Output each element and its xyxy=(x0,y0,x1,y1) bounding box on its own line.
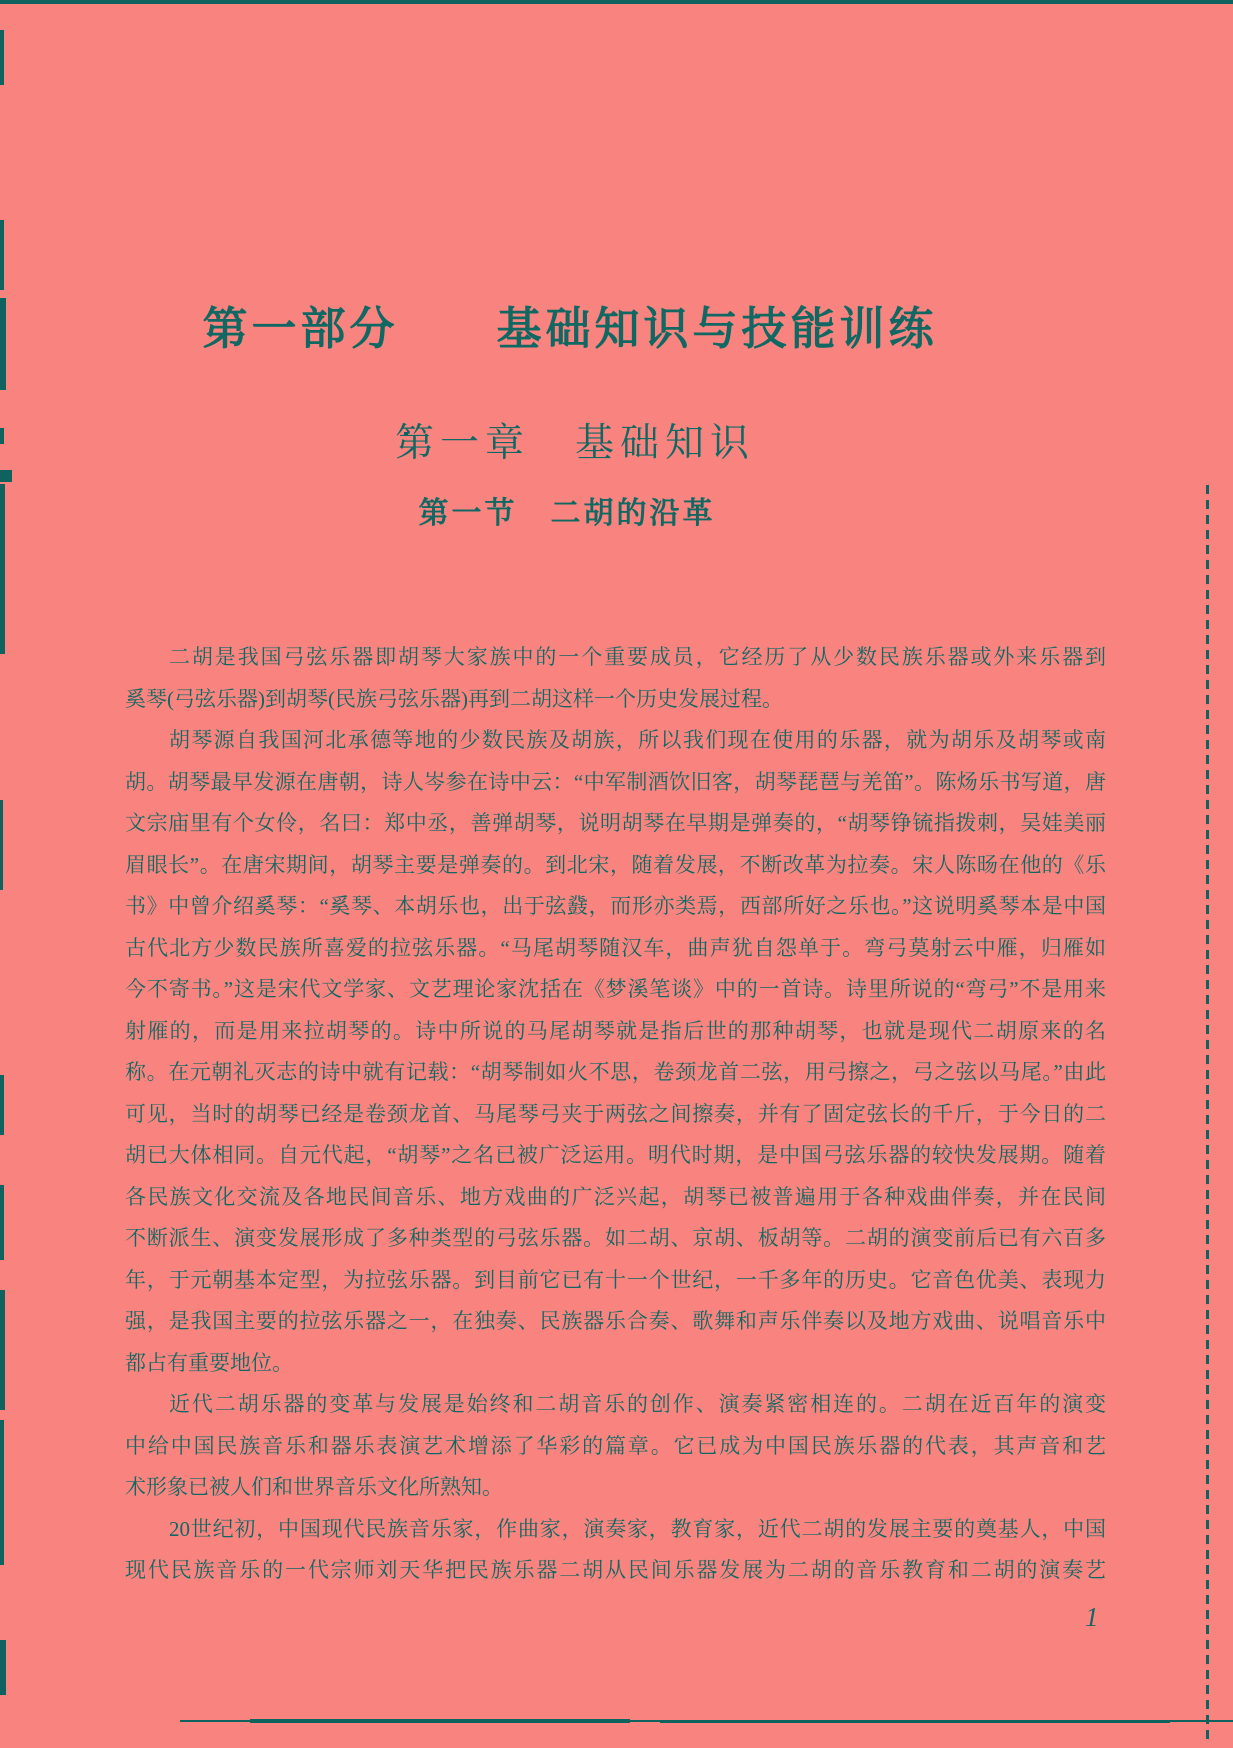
section-title: 第一节 二胡的沿革 xyxy=(418,497,716,530)
scan-artifact-right-dashed-rule xyxy=(1206,485,1209,1740)
body-text xyxy=(125,637,1106,1592)
body-line: 射雁的，而是用来拉胡琴的。诗中所说的马尾胡琴就是指后世的那种胡琴，也就是现代二胡原来的名 xyxy=(125,1018,1106,1043)
body-line: 不断派生、演变发展形成了多种类型的弓弦乐器。如二胡、京胡、板胡等。二胡的演变前后已有六百多 xyxy=(125,1226,1106,1250)
page-number: 1 xyxy=(1085,1602,1099,1632)
body-line: 强，是我国主要的拉弦乐器之一，在独奏、民族器乐合奏、歌舞和声乐伴奏以及地方戏曲、说唱音乐中 xyxy=(125,1309,1106,1333)
body-line: 20世纪初，中国现代民族音乐家，作曲家，演奏家，教育家，近代二胡的发展主要的奠基人，中国 xyxy=(169,1516,1106,1541)
scan-artifact-left-mark xyxy=(0,470,12,482)
scan-artifact-left-mark xyxy=(0,800,3,890)
body-line: 近代二胡乐器的变革与发展是始终和二胡音乐的创作、演奏紧密相连的。二胡在近百年的演变 xyxy=(169,1392,1106,1416)
scan-artifact-left-mark xyxy=(0,30,4,85)
body-line: 胡。胡琴最早发源在唐朝，诗人岑参在诗中云：“中军制酒饮旧客，胡琴琵琶与羌笛”。陈炀乐书写道，唐 xyxy=(125,769,1106,794)
body-line: 中给中国民族音乐和器乐表演艺术增添了华彩的篇章。它已成为中国民族乐器的代表，其声音和艺 xyxy=(125,1433,1106,1458)
body-line: 称。在元朝礼灭志的诗中就有记载：“胡琴制如火不思，卷颈龙首二弦，用弓擦之，弓之弦以马尾。”由此 xyxy=(125,1060,1106,1084)
body-line: 文宗庙里有个女伶，名曰：郑中丞，善弹胡琴，说明胡琴在早期是弹奏的，“胡琴铮锍指拨刺，吴娃美丽 xyxy=(125,811,1106,835)
body-line: 各民族文化交流及各地民间音乐、地方戏曲的广泛兴起，胡琴已被普遍用于各种戏曲伴奏，并在民间 xyxy=(125,1184,1106,1209)
scan-artifact-left-mark xyxy=(0,220,4,290)
body-line: 可见，当时的胡琴已经是卷颈龙首、马尾琴弓夹于两弦之间擦奏，并有了固定弦长的千斤，于今日的二 xyxy=(125,1101,1106,1126)
scan-artifact-left-mark xyxy=(0,1075,4,1135)
body-line: 奚琴(弓弦乐器)到胡琴(民族弓弦乐器)再到二胡这样一个历史发展过程。 xyxy=(125,686,783,711)
scan-artifact-left-mark xyxy=(0,1185,4,1260)
body-line: 年，于元朝基本定型，为拉弦乐器。到目前它已有十一个世纪，一千多年的历史。它音色优美、表现力 xyxy=(125,1267,1106,1292)
scan-artifact-left-mark xyxy=(0,1290,5,1410)
scan-artifact-bottom-rule-thick xyxy=(660,1720,1170,1723)
body-line: 术形象已被人们和世界音乐文化所熟知。 xyxy=(125,1475,503,1499)
part-title: 第一部分 基础知识与技能训练 xyxy=(202,302,938,355)
body-line: 都占有重要地位。 xyxy=(125,1350,293,1375)
body-line: 二胡是我国弓弦乐器即胡琴大家族中的一个重要成员，它经历了从少数民族乐器或外来乐器到 xyxy=(169,645,1106,669)
body-line: 古代北方少数民族所喜爱的拉弦乐器。“马尾胡琴随汉车，曲声犹自怨单于。弯弓莫射云中雁，归雁如 xyxy=(125,935,1106,960)
scan-artifact-left-mark xyxy=(0,1640,6,1695)
scan-artifact-left-mark xyxy=(0,1420,4,1565)
body-line: 胡琴源自我国河北承德等地的少数民族及胡族，所以我们现在使用的乐器，就为胡乐及胡琴或南 xyxy=(169,728,1106,752)
body-line: 眉眼长”。在唐宋期间，胡琴主要是弹奏的。到北宋，随着发展，不断改革为拉奏。宋人陈旸在他的《乐 xyxy=(125,852,1106,877)
scan-artifact-top-border xyxy=(0,0,1233,4)
body-line: 今不寄书。”这是宋代文学家、文艺理论家沈括在《梦溪笔谈》中的一首诗。诗里所说的“弯弓”不是用来 xyxy=(125,977,1106,1001)
body-line: 书》中曾介绍奚琴：“奚琴、本胡乐也，出于弦鼗，而形亦类焉，西部所好之乐也。”这说明奚琴本是中国 xyxy=(125,894,1106,918)
chapter-title: 第一章 基础知识 xyxy=(394,422,755,465)
body-line: 现代民族音乐的一代宗师刘天华把民族乐器二胡从民间乐器发展为二胡的音乐教育和二胡的演奏艺 xyxy=(125,1558,1106,1582)
body-line: 胡已大体相同。自元代起，“胡琴”之名已被广泛运用。明代时期，是中国弓弦乐器的较快发展期。随着 xyxy=(125,1143,1106,1167)
scan-artifact-bottom-rule-thick xyxy=(250,1719,630,1723)
